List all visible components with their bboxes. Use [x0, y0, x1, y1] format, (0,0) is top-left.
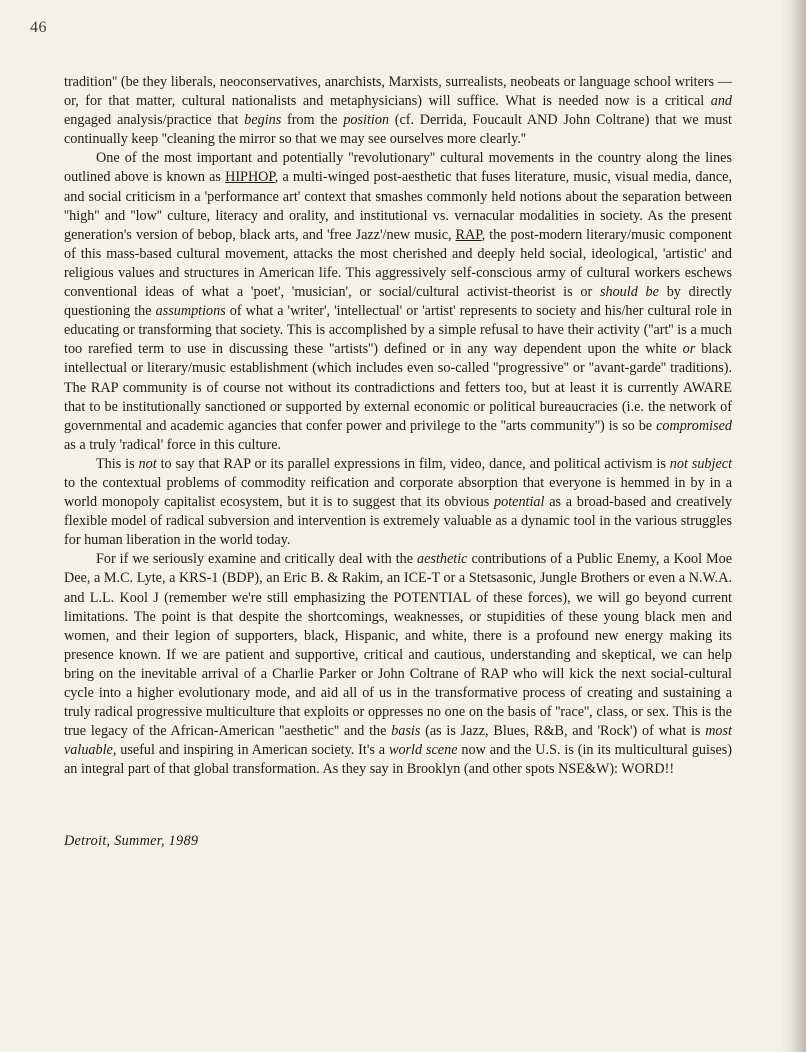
emphasis-text: potential [494, 494, 545, 511]
text-run: as a broad-based and creatively flexible model of radical subversion and intervention is extremely valuable as a dynamic tool in the various struggles for human liberation in the world today. [64, 494, 733, 549]
emphasis-text: not subject [669, 455, 733, 472]
text-run: , the post-modern literary/music component of this mass-based cultural movement, attacks the most cherished and deeply held social, ideological, 'artistic' and religious values and structures in American life. This aggressively self-conscious army of cultural workers eschews conventional ideas of what a 'poet', 'musician', or social/cultural activist-theorist is or [64, 226, 732, 301]
emphasis-text: position [343, 112, 390, 129]
text-run: to the contextual problems of commodity reification and corporate absorption that everyone is hemmed in by in a world monopoly capitalist ecosystem, but it is to suggest that its obvious [64, 474, 732, 511]
text-run: For if we seriously examine and critically deal with the [96, 551, 418, 568]
text-run: to say that RAP or its parallel expressions in film, video, dance, and political activism is [156, 455, 670, 472]
text-run: now and the U.S. is (in its multicultural guises) an integral part of that global transformation. As they say in Brooklyn (and other spots NSE&W): WORD!! [64, 742, 733, 778]
dateline-signature: Detroit, Summer, 1989 [64, 833, 199, 849]
underlined-text: RAP [455, 226, 482, 243]
text-run: , a multi-winged post-aesthetic that fuses literature, music, visual media, dance, and social criticism in a 'performance art' context that smashes commonly held notions about the separation between ''high'' and ''low'' culture, literacy and orality, and institutional vs. vernacular modalities in society. As the present generation's version of bebop, black arts, and 'free Jazz'/new music, [64, 169, 732, 243]
page-binding-shadow [780, 0, 806, 1052]
text-run: tradition'' (be they liberals, neoconservatives, anarchists, Marxists, surrealists, neobeats or language school writers — or, for that matter, cultural nationalists and metaphysicians) will suffice. What is needed now is a critical [64, 74, 732, 110]
emphasis-text: and [710, 93, 732, 110]
emphasis-text: assumptions [155, 303, 226, 320]
emphasis-text: basis [391, 723, 421, 740]
emphasis-text: aesthetic [417, 551, 468, 568]
page-number: 46 [30, 19, 47, 36]
paragraph-1 [64, 73, 732, 149]
emphasis-text: world scene [388, 742, 458, 759]
text-run: This is [96, 455, 139, 472]
text-run: engaged analysis/practice that [64, 112, 245, 129]
body-text [64, 73, 732, 779]
text-run: of what a 'writer', 'intellectual' or 'artist' represents to society and his/her cultural role in educating or transforming that society. This is accomplished by a simple refusal to have their activity (''art'' is a much too rarefied term to use in discussing these ''artists'') defined or in any way dependent upon the white [64, 303, 732, 358]
emphasis-text: not [138, 455, 157, 472]
underlined-text: HIPHOP [225, 169, 275, 186]
text-run: (as is Jazz, Blues, R&B, and 'Rock') of what is [420, 723, 706, 740]
paragraph-2 [64, 149, 732, 455]
text-run: black intellectual or literary/music establishment (which includes even so-called ''progressive'' or ''avant-garde'' traditions). The RAP community is of course not without its contradictions and fetters too, but at least it is currently AWARE that to be institutionally sanctioned or supported by external economic or political bureaucracies (i.e. the network of governmental and academic agancies that confer power and privilege to the ''arts community'') is so be [64, 341, 732, 434]
paragraph-4 [64, 550, 732, 779]
text-run: as a truly 'radical' force in this culture. [64, 436, 282, 453]
emphasis-text: or [682, 341, 696, 358]
emphasis-text: compromised [656, 417, 732, 434]
emphasis-text: should be [599, 284, 659, 301]
text-run: , useful and inspiring in American society. It's a [112, 742, 389, 759]
text-run: (cf. Derrida, Foucault AND John Coltrane) that we must continually keep ''cleaning the mirror so that we may see ourselves more clearly.'' [64, 112, 732, 148]
text-run: One of the most important and potentially ''revolutionary'' cultural movements in the country along the lines outlined above is known as [64, 150, 732, 186]
text-run: from the [281, 112, 344, 129]
text-run: by directly questioning the [64, 284, 732, 320]
emphasis-text: most valuable [64, 723, 732, 759]
text-run: contributions of a Public Enemy, a Kool Moe Dee, a M.C. Lyte, a KRS-1 (BDP), an Eric B. & Rakim, an ICE-T or a Stetsasonic, Jungle Brothers or even a N.W.A. and L.L. Kool J (remember we're still emphasizing the POTENTIAL of these forces), we will go beyond current limitations. The point is that despite the shortcomings, weaknesses, or stupidities of these young black men and women, and their legion of supporters, black, Hispanic, and white, there is a profound new energy making its presence known. If we are patient and supportive, critical and cautious, understanding and skeptical, we can help bring on the inevitable arrival of a Charlie Parker or John Coltrane of RAP who will kick the next social-cultural cycle into a higher evolutionary mode, and aid all of us in the transformative process of creating and sustaining a truly radical progressive multiculture that exploits or oppresses no one on the basis of ''race'', class, or sex. This is the true legacy of the African-American ''aesthetic'' and the [64, 551, 732, 740]
emphasis-text: begins [244, 112, 282, 129]
paragraph-3 [64, 455, 732, 550]
